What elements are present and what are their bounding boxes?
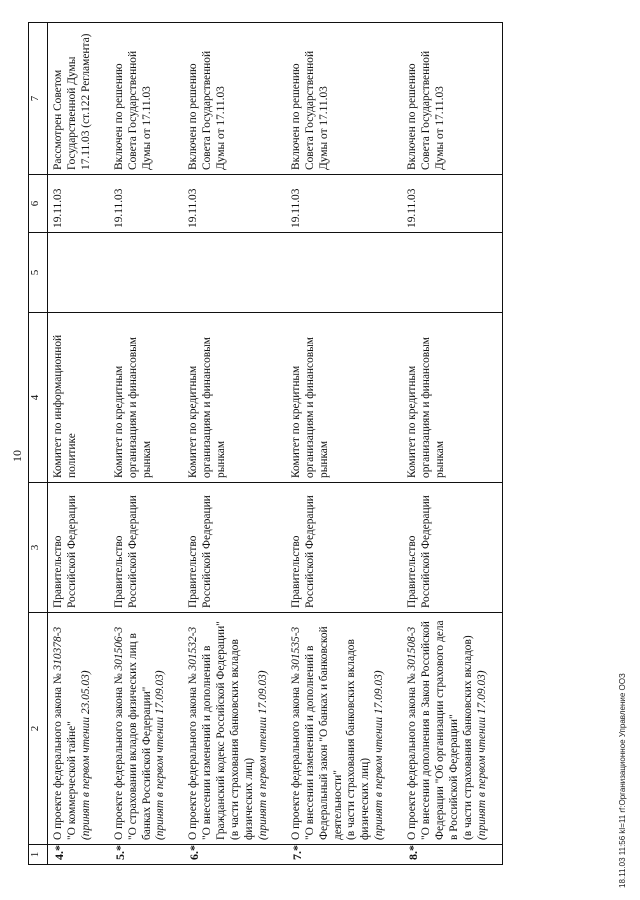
bill-description (48, 613, 111, 845)
first-reading-note: (принят в первом чтении 17.09.03) (475, 670, 488, 840)
bill-title: "О страховании вкладов физических лиц в банках Российской Федерации" (126, 633, 153, 840)
bill-scope-note: (в части страхования банковских вкладов физических лиц) (229, 639, 255, 840)
agenda-table (28, 22, 503, 865)
bill-prefix: О проекте федерального закона № (187, 673, 200, 840)
table-row (404, 23, 502, 865)
bill-title: "О внесении дополнения в Закон Российской Федерации "Об организации страхового дела в Российской Федерации" (420, 620, 460, 840)
bill-title: "О коммерческой тайне" (65, 721, 78, 840)
initiator: Правительство Российской Федерации (48, 483, 111, 613)
table-row (111, 23, 186, 865)
responsible-committee: Комитет по информационной политике (48, 313, 111, 483)
bill-description (185, 613, 287, 845)
table-row (288, 23, 404, 865)
column-5-cell (48, 233, 111, 313)
column-number: 1 (29, 845, 48, 865)
bill-number: 310378-3 (52, 626, 64, 671)
column-number: 7 (29, 23, 48, 175)
consideration-date: 19.11.03 (404, 175, 502, 233)
first-reading-note: (принят в первом чтении 17.09.03) (154, 670, 167, 840)
table-row (48, 23, 111, 865)
column-number: 2 (29, 613, 48, 845)
consideration-date: 19.11.03 (185, 175, 287, 233)
item-number: 7.* (288, 845, 404, 865)
bill-prefix: О проекте федерального закона № (406, 673, 419, 840)
item-number: 4.* (48, 845, 111, 865)
first-reading-note: (принят в первом чтении 23.05.03) (79, 670, 92, 840)
bill-prefix: О проекте федерального закона № (52, 673, 64, 840)
first-reading-note: (принят в первом чтении 17.09.03) (373, 670, 386, 840)
bill-number: 301532-3 (187, 626, 200, 671)
bill-number: 301506-3 (112, 626, 125, 671)
item-number: 6.* (185, 845, 287, 865)
bill-description (288, 613, 404, 845)
column-number: 4 (29, 313, 48, 483)
responsible-committee: Комитет по кредитным организациям и финансовым рынкам (111, 313, 186, 483)
item-number: 5.* (111, 845, 186, 865)
consideration-date: 19.11.03 (111, 175, 186, 233)
council-decision: Включен по решению Совета Государственной Думы от 17.11.03 (404, 23, 502, 175)
item-number: 8.* (404, 845, 502, 865)
column-number: 3 (29, 483, 48, 613)
column-number-row (29, 23, 48, 865)
responsible-committee: Комитет по кредитным организациям и финансовым рынкам (404, 313, 502, 483)
responsible-committee: Комитет по кредитным организациям и финансовым рынкам (288, 313, 404, 483)
column-5-cell (185, 233, 287, 313)
council-decision: Включен по решению Совета Государственной Думы от 17.11.03 (288, 23, 404, 175)
bill-number: 301508-3 (406, 626, 419, 671)
print-footer: 18.11.03 11:56 kl=11 rf:Организационное Управление ООЗ (618, 673, 627, 888)
column-number: 5 (29, 233, 48, 313)
column-5-cell (288, 233, 404, 313)
initiator: Правительство Российской Федерации (111, 483, 186, 613)
council-decision: Включен по решению Совета Государственной Думы от 17.11.03 (111, 23, 186, 175)
council-decision: Рассмотрен Советом Государственной Думы 17.11.03 (ст.122 Регламента) (48, 23, 111, 175)
bill-number: 301535-3 (289, 626, 302, 671)
initiator: Правительство Российской Федерации (404, 483, 502, 613)
bill-description (111, 613, 186, 845)
bill-title: "О внесении изменений и дополнений в Гражданский кодекс Российской Федерации" (201, 621, 228, 840)
responsible-committee: Комитет по кредитным организациям и финансовым рынкам (185, 313, 287, 483)
column-5-cell (111, 233, 186, 313)
first-reading-note: (принят в первом чтении 17.09.03) (256, 670, 269, 840)
consideration-date: 19.11.03 (288, 175, 404, 233)
page-number: 10 (10, 450, 24, 462)
bill-prefix: О проекте федерального закона № (112, 673, 125, 840)
bill-title: "О внесении изменений и дополнений в Федеральный закон "О банках и банковской деятельности" (303, 626, 344, 840)
bill-scope-note: (в части страхования банковских вкладов) (461, 635, 474, 840)
consideration-date: 19.11.03 (48, 175, 111, 233)
table-row (185, 23, 287, 865)
council-decision: Включен по решению Совета Государственной Думы от 17.11.03 (185, 23, 287, 175)
initiator: Правительство Российской Федерации (185, 483, 287, 613)
bill-description (404, 613, 502, 845)
bill-prefix: О проекте федерального закона № (289, 673, 302, 840)
column-5-cell (404, 233, 502, 313)
column-number: 6 (29, 175, 48, 233)
initiator: Правительство Российской Федерации (288, 483, 404, 613)
bill-scope-note: (в части страхования банковских вкладов физических лиц) (345, 639, 372, 840)
